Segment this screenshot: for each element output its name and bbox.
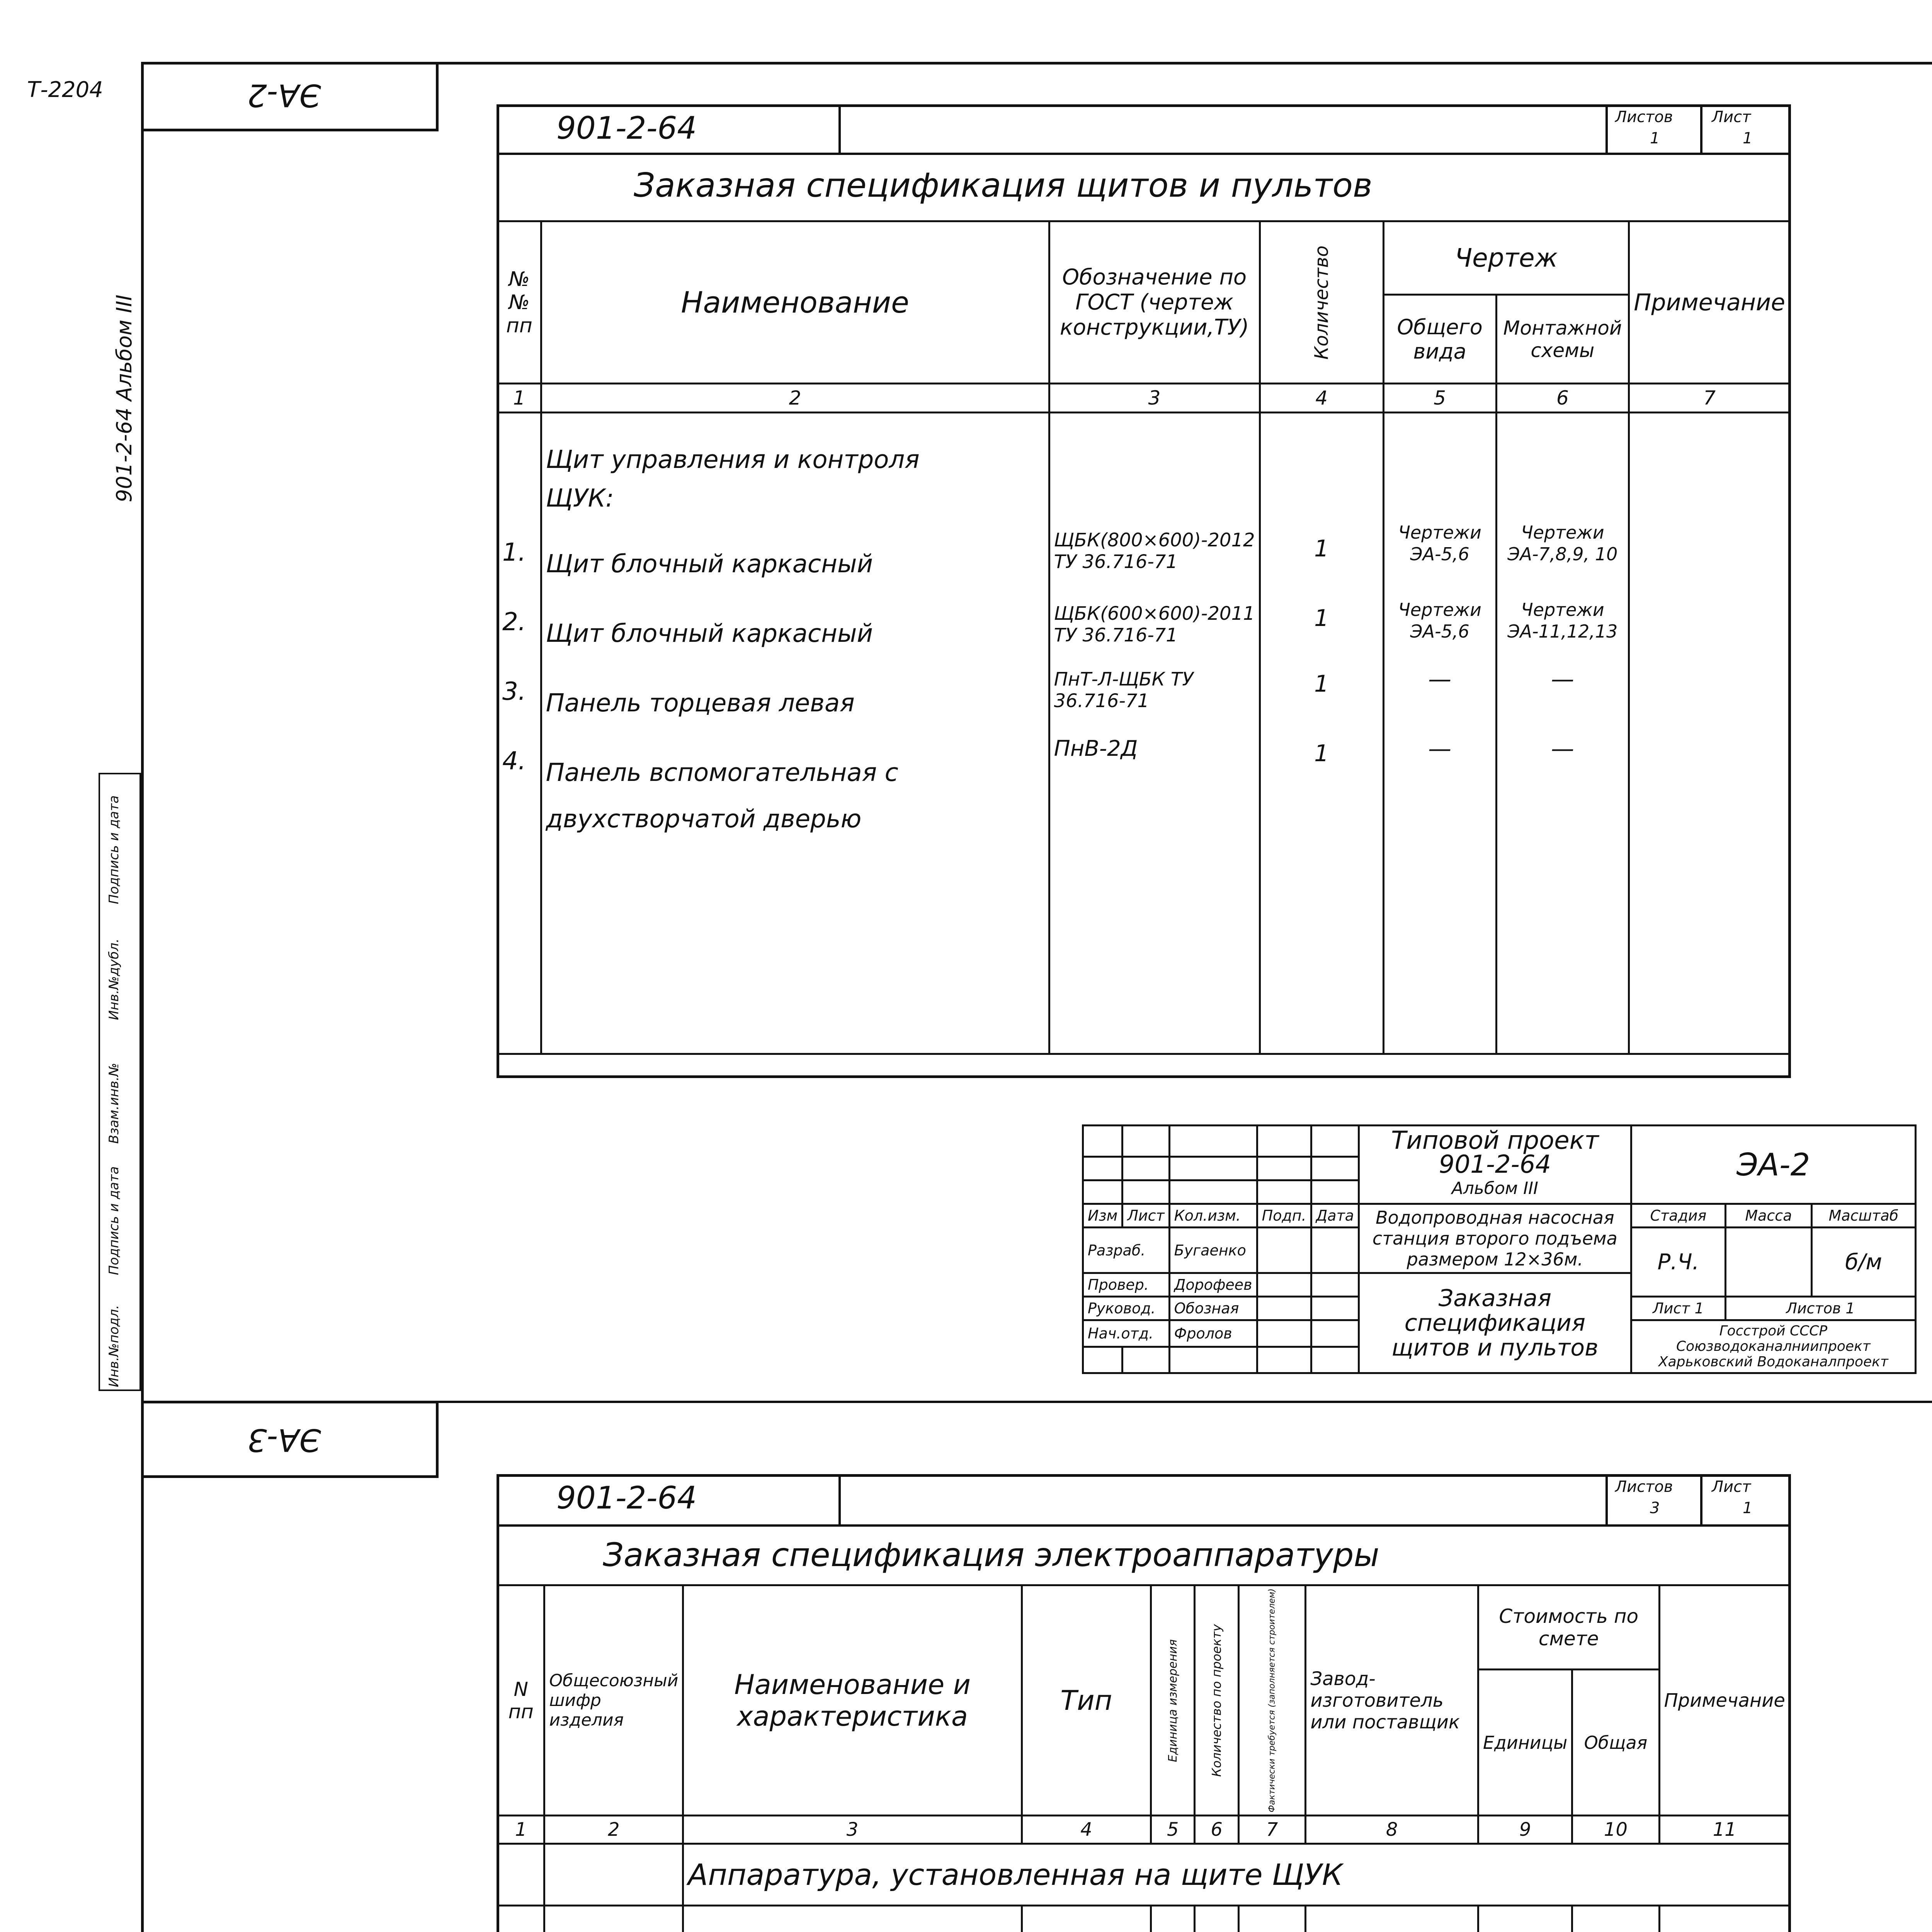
row-qty: 1 — [1314, 670, 1329, 697]
stamp-album: Альбом III — [1451, 1179, 1539, 1198]
header-note: Примечание — [1629, 221, 1790, 384]
row-general: — — [1428, 735, 1452, 762]
group-title: Аппаратура, установленная на щите ЩУК — [683, 1844, 1790, 1906]
col-number: 5 — [1151, 1816, 1195, 1844]
row-num: 2. — [502, 608, 526, 636]
row-mounting: Чертежи ЭА-11,12,13 — [1507, 599, 1618, 642]
corner-code-1: ЭА-2 — [247, 77, 321, 113]
stamp-role: Руковод. — [1083, 1297, 1170, 1320]
archive-code: Т-2204 — [27, 77, 103, 102]
header-num: №№ пп — [498, 221, 541, 384]
col-number: 8 — [1306, 1816, 1478, 1844]
col-number: 3 — [1049, 384, 1260, 413]
header-general: Общего вида — [1383, 295, 1496, 384]
stamp-code: ЭА-2 — [1631, 1126, 1915, 1204]
row-num: 1. — [502, 538, 526, 567]
header-drawing: Чертеж — [1383, 221, 1629, 295]
col-number: 4 — [1260, 384, 1383, 413]
stamp-person: Дорофеев — [1169, 1273, 1257, 1297]
col-number: 7 — [1238, 1816, 1306, 1844]
spec-table-2 — [497, 1584, 1791, 1932]
col-number: 2 — [541, 384, 1049, 413]
stamp-scale-h: Масштаб — [1811, 1204, 1915, 1228]
row-name: Панель вспомогательная с двухстворчатой дверью — [546, 759, 898, 833]
stamp-scale: б/м — [1811, 1228, 1915, 1297]
stamp-sheet: Лист 1 — [1631, 1297, 1725, 1320]
stamp-hdr: Кол.изм. — [1169, 1204, 1257, 1228]
col-number: 1 — [498, 1816, 544, 1844]
side-album-label: 901-2-64 Альбом III — [112, 294, 136, 502]
sheet-value-1: 1 — [1743, 129, 1753, 147]
stamp-stage-h: Стадия — [1631, 1204, 1725, 1228]
row-general: — — [1428, 666, 1452, 693]
stamp-role: Нач.отд. — [1083, 1320, 1170, 1347]
row-gost: ПнТ-Л-ЩБК ТУ 36.716-71 — [1054, 668, 1194, 712]
row-qty: 1 — [1314, 605, 1329, 632]
header-cipher: Общесоюзный шифр изделия — [544, 1585, 683, 1816]
sheet-label-2: Лист — [1712, 1478, 1751, 1496]
side-stamp-label: Инв.№дубл. — [106, 938, 122, 1020]
sheet-value-2: 1 — [1743, 1499, 1753, 1517]
header-qty: Количество по проекту — [1195, 1585, 1238, 1816]
col-number: 9 — [1478, 1816, 1572, 1844]
col-number: 11 — [1659, 1816, 1790, 1844]
header-mounting: Монтажной схемы — [1496, 295, 1629, 384]
stamp-person: Обозная — [1169, 1297, 1257, 1320]
row-qty: 1 — [1314, 740, 1329, 767]
row-qty — [1195, 1906, 1238, 1932]
header-gost: Обозначение по ГОСТ (чертеж конструкции,ТУ) — [1049, 221, 1260, 384]
col-number: 2 — [544, 1816, 683, 1844]
stamp-hdr: Подп. — [1257, 1204, 1311, 1228]
stamp-org: Госстрой СССР Союзводоканалниипроект Харьковский Водоканалпроект — [1631, 1320, 1915, 1373]
project-code-2: 901-2-64 — [556, 1480, 697, 1516]
spec-title-1: Заказная спецификация щитов и пультов — [634, 166, 1372, 205]
stamp-person: Бугаенко — [1169, 1228, 1257, 1273]
header-name: Наименование — [541, 221, 1049, 384]
col-number: 5 — [1383, 384, 1496, 413]
row-name — [683, 1906, 1022, 1932]
title-block-1 — [1082, 1124, 1917, 1374]
header-cost-total: Общая — [1572, 1670, 1659, 1816]
row-mounting: — — [1551, 666, 1574, 693]
header-qty: Количество — [1260, 221, 1383, 384]
row-name: Щит блочный каркасный — [546, 619, 873, 648]
row-qty: 1 — [1314, 535, 1329, 562]
stamp-role: Провер. — [1083, 1273, 1170, 1297]
spec-title-2: Заказная спецификация электроаппаратуры — [603, 1536, 1379, 1574]
stamp-mass-h: Масса — [1726, 1204, 1812, 1228]
col-number: 7 — [1629, 384, 1790, 413]
sheets-value-1: 1 — [1650, 129, 1660, 147]
spec-table-1 — [497, 220, 1791, 1055]
col-number: 3 — [683, 1816, 1022, 1844]
stamp-doc-title: Заказная спецификация щитов и пультов — [1359, 1273, 1631, 1373]
row-mounting: Чертежи ЭА-7,8,9, 10 — [1507, 522, 1618, 565]
header-maker: Завод-изготовитель или поставщик — [1306, 1585, 1478, 1816]
col-number: 6 — [1496, 384, 1629, 413]
sheets-value-2: 3 — [1650, 1499, 1660, 1517]
row-mounting: — — [1551, 735, 1574, 762]
header-num: N пп — [498, 1585, 544, 1816]
col-number: 10 — [1572, 1816, 1659, 1844]
side-stamp-label: Подпись и дата — [106, 1166, 122, 1275]
stamp-hdr: Лист — [1122, 1204, 1169, 1228]
side-stamp-label: Взам.инв.№ — [106, 1063, 122, 1144]
stamp-role: Разраб. — [1083, 1228, 1170, 1273]
header-cost-unit: Единицы — [1478, 1670, 1572, 1816]
side-stamp-label: Инв.№подл. — [106, 1305, 122, 1387]
project-code-1: 901-2-64 — [556, 110, 697, 146]
col-number: 1 — [498, 384, 541, 413]
row-unit — [1151, 1906, 1195, 1932]
row-name: Щит блочный каркасный — [546, 550, 873, 578]
header-unit: Единица измерения — [1151, 1585, 1195, 1816]
header-note: Примечание — [1659, 1585, 1790, 1816]
header-type: Тип — [1022, 1585, 1151, 1816]
sheets-label-2: Листов — [1615, 1478, 1673, 1496]
table-row — [498, 1906, 1790, 1932]
stamp-person: Фролов — [1169, 1320, 1257, 1347]
group-title: Щит управления и контроля ЩУК: — [546, 446, 920, 513]
row-general: Чертежи ЭА-5,6 — [1398, 599, 1481, 642]
stamp-sheets: Листов 1 — [1726, 1297, 1916, 1320]
side-stamp-label: Подпись и дата — [106, 795, 122, 904]
stamp-stage: Р.Ч. — [1631, 1228, 1725, 1297]
stamp-hdr: Дата — [1311, 1204, 1359, 1228]
row-gost: ЩБК(800×600)-2012 ТУ 36.716-71 — [1054, 529, 1255, 573]
sheets-label-1: Листов — [1615, 108, 1673, 126]
stamp-hdr: Изм — [1083, 1204, 1122, 1228]
header-actual: Фактически требуется (заполняется строителем) — [1238, 1585, 1306, 1816]
corner-code-2: ЭА-3 — [247, 1422, 321, 1458]
header-name: Наименование и характеристика — [683, 1585, 1022, 1816]
row-gost: ЩБК(600×600)-2011 ТУ 36.716-71 — [1054, 603, 1255, 646]
row-num: 4. — [502, 747, 526, 776]
col-number: 4 — [1022, 1816, 1151, 1844]
row-num — [498, 1906, 544, 1932]
row-maker — [1306, 1906, 1478, 1932]
row-gost: ПнВ-2Д — [1054, 736, 1138, 761]
row-name: Панель торцевая левая — [546, 689, 855, 718]
col-number: 6 — [1195, 1816, 1238, 1844]
stamp-project: Типовой проект 901-2-64 — [1391, 1126, 1599, 1179]
stamp-object: Водопроводная насосная станция второго подъема размером 12×36м. — [1359, 1204, 1631, 1273]
row-num: 3. — [502, 677, 526, 706]
sheet-label-1: Лист — [1712, 108, 1751, 126]
row-type — [1022, 1906, 1151, 1932]
header-cost: Стоимость по смете — [1478, 1585, 1659, 1670]
row-general: Чертежи ЭА-5,6 — [1398, 522, 1481, 565]
